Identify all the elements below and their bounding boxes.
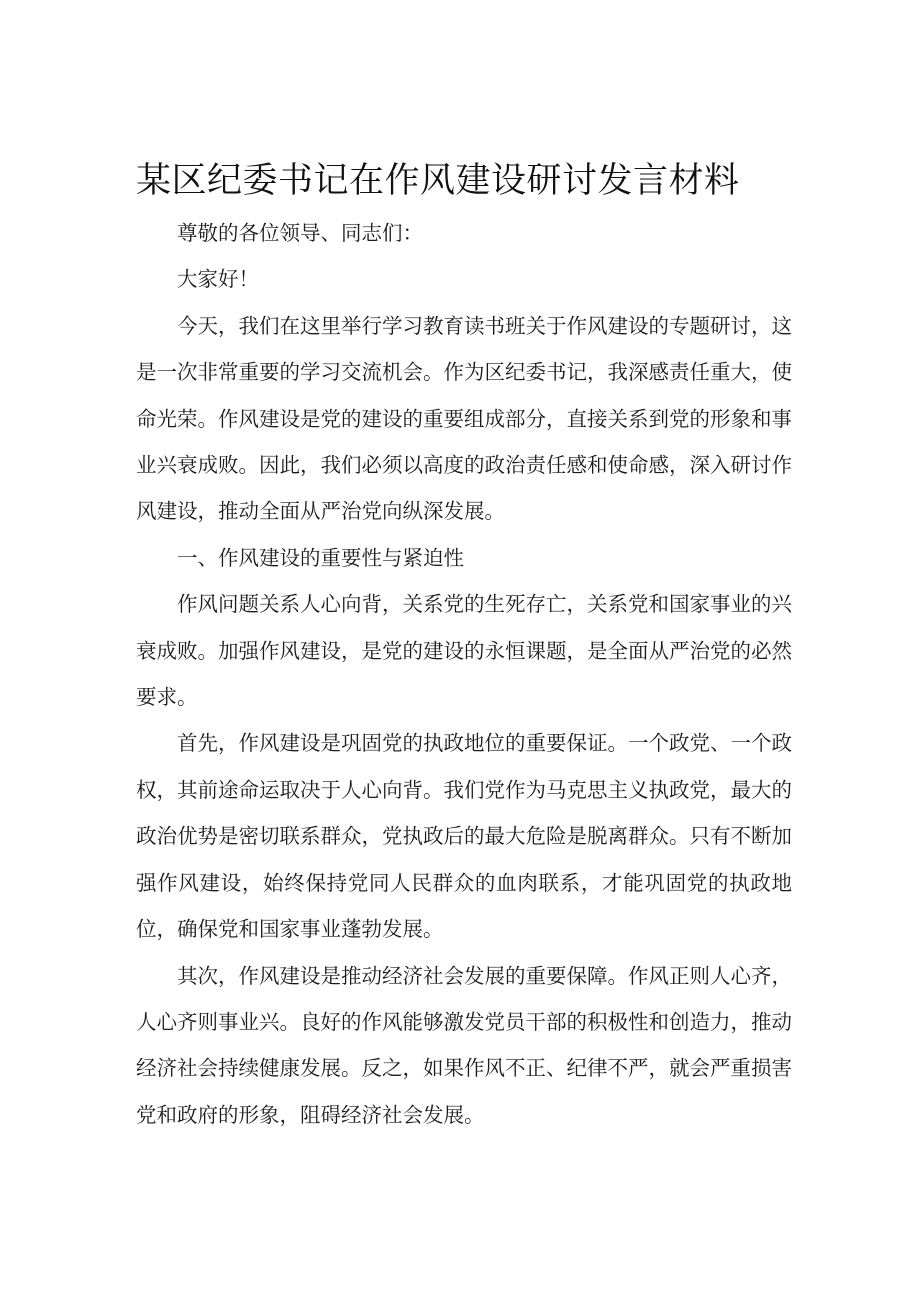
body-paragraph: 首先，作风建设是巩固党的执政地位的重要保证。一个政党、一个政权，其前途命运取决于人心向背。我们党作为马克思主义执政党，最大的政治优势是密切联系群众，党执政后的最大危险是脱离群众。只有不断加强作风建设，始终保持党同人民群众的血肉联系，才能巩固党的执政地位，确保党和国家事业蓬勃发展。 xyxy=(136,731,792,942)
body-paragraph: 其次，作风建设是推动经济社会发展的重要保障。作风正则人心齐，人心齐则事业兴。良好的作风能够激发党员干部的积极性和创造力，推动经济社会持续健康发展。反之，如果作风不正、纪律不严，就会严重损害党和政府的形象，阻碍经济社会发展。 xyxy=(136,963,792,1127)
section-heading: 一、作风建设的重要性与紧迫性 xyxy=(177,545,464,570)
body-paragraph: 作风问题关系人心向背，关系党的生死存亡，关系党和国家事业的兴衰成败。加强作风建设，是党的建设的永恒课题，是全面从严治党的必然要求。 xyxy=(136,592,792,710)
intro-paragraph: 今天，我们在这里举行学习教育读书班关于作风建设的专题研讨，这是一次非常重要的学习交流机会。作为区纪委书记，我深感责任重大，使命光荣。作风建设是党的建设的重要组成部分，直接关系到党的形象和事业兴衰成败。因此，我们必须以高度的政治责任感和使命感，深入研讨作风建设，推动全面从严治党向纵深发展。 xyxy=(136,313,792,524)
document-title: 某区纪委书记在作风建设研讨发言材料 xyxy=(136,161,740,201)
document-body xyxy=(136,210,792,1138)
salutation-paragraph: 尊敬的各位领导、同志们： xyxy=(177,221,423,245)
greeting-paragraph: 大家好！ xyxy=(177,267,259,292)
